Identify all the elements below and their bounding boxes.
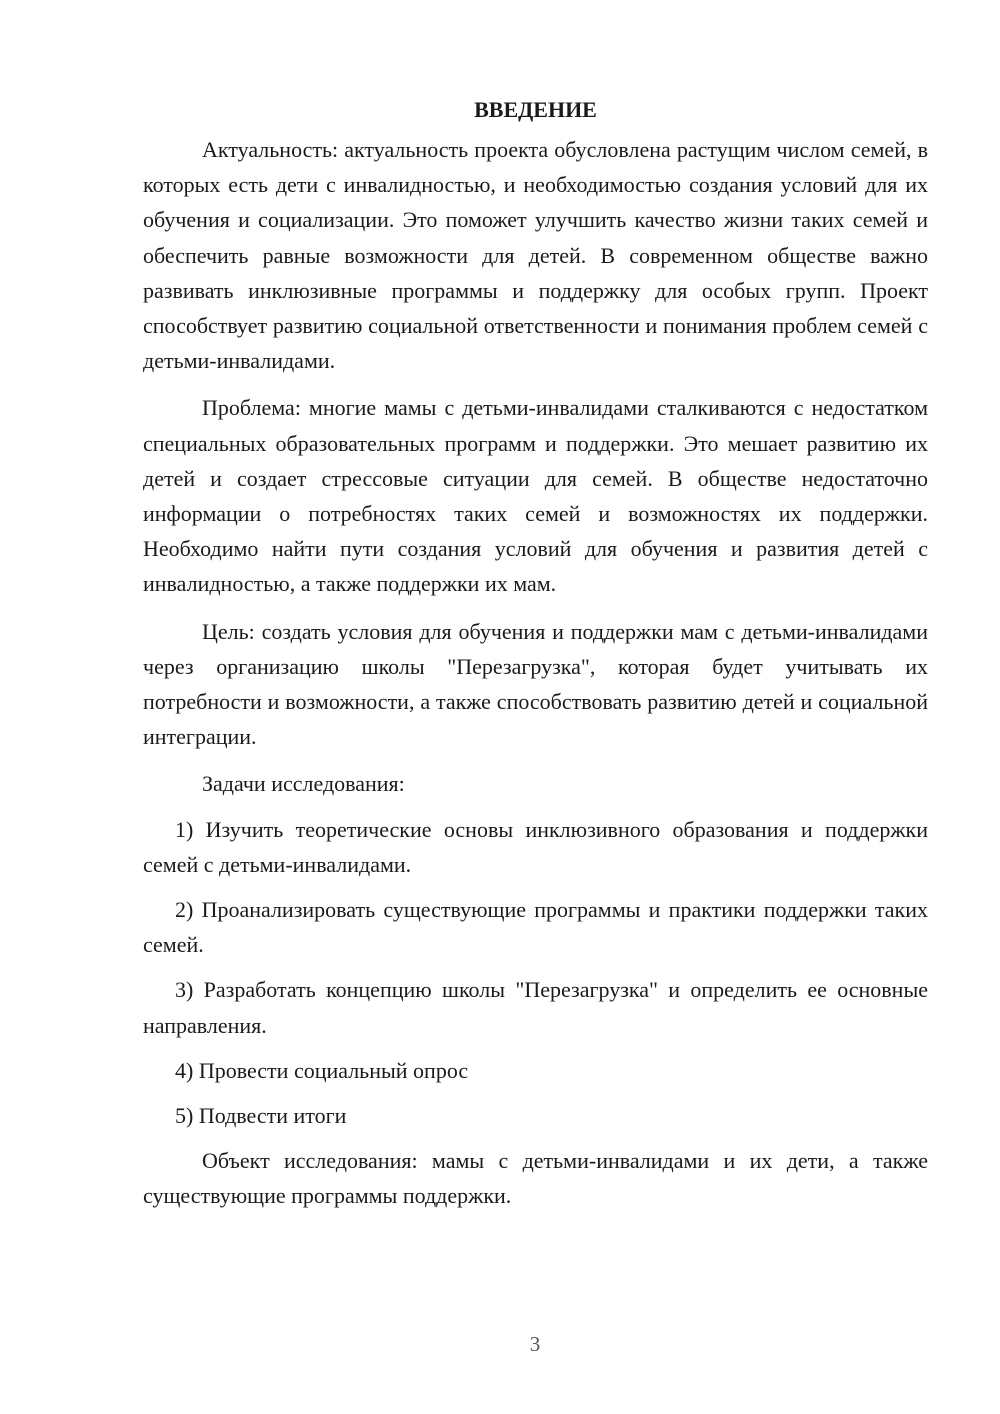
page-title: ВВЕДЕНИЕ [474,97,597,122]
tasks-heading: Задачи исследования: [202,771,405,797]
relevance-paragraph: Актуальность: актуальность проекта обусловлена растущим числом семей, в которых есть дети с инвалидностью, и необходимостью создания условий для их обучения и социализации. Это поможет улучшить качество жизни таких семей и обеспечить равные возможности для детей. В современном обществе важно развивать инклюзивные программы и поддержку для особых групп. Проект способствует развитию социальной ответственности и понимания проблем семей с детьми-инвалидами. [143,137,928,374]
object-paragraph: Объект исследования: мамы с детьми-инвалидами и их дети, а также существующие программы поддержки. [143,1148,928,1209]
goal-paragraph: Цель: создать условия для обучения и поддержки мам с детьми-инвалидами через организацию школы "Перезагрузка", которая будет учитывать их потребности и возможности, а также способствовать развитию детей и социальной интеграции. [143,618,928,750]
problem-paragraph: Проблема: многие мамы с детьми-инвалидами сталкиваются с недостатком специальных образовательных программ и поддержки. Это мешает развитию их детей и создает стрессовые ситуации для семей. В обществе недостаточно информации о потребностях таких семей и возможностях их поддержки. Необходимо найти пути создания условий для обучения и развития детей с инвалидностью, а также поддержки их мам. [143,395,928,597]
task-item-5: 5) Подвести итоги [175,1103,347,1129]
task-item-4: 4) Провести социальный опрос [175,1057,469,1083]
document-body [143,94,928,1226]
page-number: 3 [529,1332,541,1356]
task-item-1: 1) Изучить теоретические основы инклюзивного образования и поддержки семей с детьми-инвалидами. [143,816,928,877]
task-item-2: 2) Проанализировать существующие программы и практики поддержки таких семей. [143,897,928,958]
task-item-3: 3) Разработать концепцию школы "Перезагрузка" и определить ее основные направления. [143,977,928,1038]
